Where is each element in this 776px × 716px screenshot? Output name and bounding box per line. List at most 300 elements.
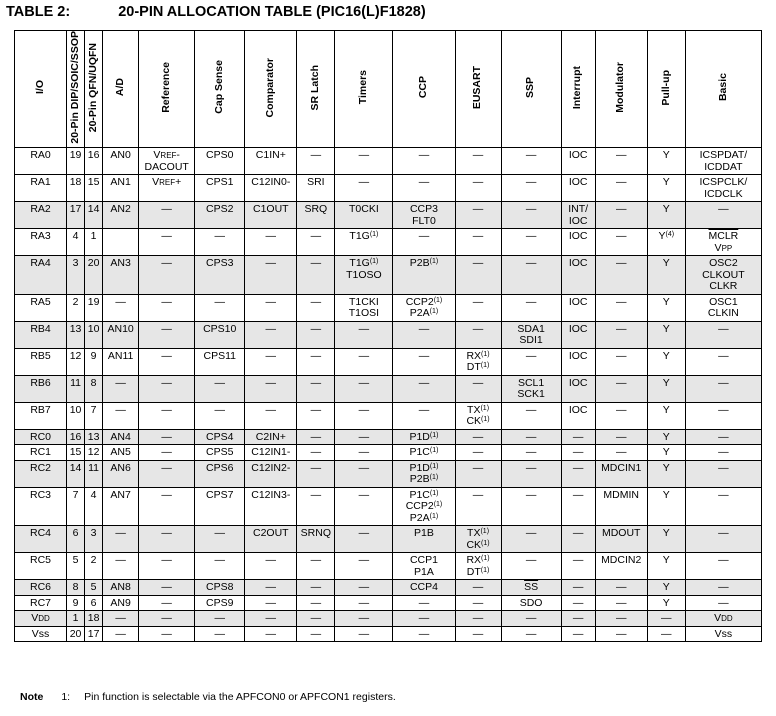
- table-cell: Y: [647, 256, 685, 295]
- table-cell: CPS1: [195, 175, 245, 202]
- table-row: [15, 487, 762, 526]
- column-header: [501, 31, 561, 148]
- table-row: [15, 256, 762, 295]
- column-header-label: Cap Sense: [212, 60, 225, 115]
- table-cell: MDCIN1: [595, 460, 647, 487]
- table-cell: 20: [85, 256, 103, 295]
- table-cell: C2OUT: [245, 526, 297, 553]
- pin-name-cell: RB6: [15, 375, 67, 402]
- column-header-label: Interrupt: [571, 65, 584, 109]
- table-row: [15, 445, 762, 461]
- table-cell: SCL1 SCK1: [501, 375, 561, 402]
- table-cell: 11: [85, 460, 103, 487]
- table-cell: 20: [67, 626, 85, 642]
- table-cell: —: [335, 611, 393, 627]
- table-cell: —: [103, 626, 139, 642]
- table-cell: 14: [85, 202, 103, 229]
- table-cell: 6: [67, 526, 85, 553]
- table-cell: —: [561, 595, 595, 611]
- table-cell: 16: [85, 148, 103, 175]
- table-cell: $P1C^{(1)}$: [393, 445, 455, 461]
- table-cell: —: [103, 611, 139, 627]
- table-row: [15, 626, 762, 642]
- table-cell: —: [335, 321, 393, 348]
- table-cell: —: [245, 348, 297, 375]
- table-cell: —: [685, 553, 761, 580]
- table-cell: —: [595, 626, 647, 642]
- table-cell: TX$^{(1)}$ CK$^{(1)}$: [455, 526, 501, 553]
- table-cell: —: [501, 402, 561, 429]
- table-body: [15, 148, 762, 642]
- column-header-label: Modulator: [614, 61, 627, 113]
- table-cell: 19: [67, 148, 85, 175]
- table-cell: Y: [647, 445, 685, 461]
- table-cell: —: [685, 348, 761, 375]
- table-cell: 13: [67, 321, 85, 348]
- column-header-label: EUSART: [471, 65, 484, 109]
- table-cell: —: [335, 580, 393, 596]
- table-cell: 7: [67, 487, 85, 526]
- table-cell: 13: [85, 429, 103, 445]
- table-row: [15, 526, 762, 553]
- table-cell: —: [685, 429, 761, 445]
- table-cell: AN4: [103, 429, 139, 445]
- table-cell: 10: [67, 402, 85, 429]
- table-cell: 15: [67, 445, 85, 461]
- table-cell: —: [245, 375, 297, 402]
- table-cell: —: [103, 553, 139, 580]
- table-cell: —: [455, 229, 501, 256]
- table-cell: —: [595, 445, 647, 461]
- table-cell: —: [195, 229, 245, 256]
- table-cell: —: [501, 148, 561, 175]
- table-cell: —: [685, 487, 761, 526]
- column-header-label: Comparator: [264, 57, 277, 118]
- table-cell: 5: [85, 580, 103, 596]
- table-cell: —: [393, 148, 455, 175]
- table-cell: 17: [85, 626, 103, 642]
- table-cell: T1CKI T1OSI: [335, 294, 393, 321]
- column-header: [139, 31, 195, 148]
- table-cell: —: [297, 445, 335, 461]
- table-cell: —: [139, 445, 195, 461]
- table-cell: —: [139, 553, 195, 580]
- table-number: TABLE 2:: [6, 4, 71, 20]
- table-cell: 15: [85, 175, 103, 202]
- table-cell: —: [245, 229, 297, 256]
- table-cell: —: [139, 580, 195, 596]
- table-cell: C12IN3-: [245, 487, 297, 526]
- table-cell: —: [139, 321, 195, 348]
- pin-name-cell: RA3: [15, 229, 67, 256]
- table-cell: —: [455, 175, 501, 202]
- table-cell: —: [685, 202, 761, 229]
- table-cell: —: [139, 626, 195, 642]
- table-cell: —: [501, 348, 561, 375]
- table-cell: —: [335, 445, 393, 461]
- table-cell: —: [103, 526, 139, 553]
- table-cell: —: [245, 321, 297, 348]
- table-cell: —: [335, 626, 393, 642]
- table-cell: —: [335, 460, 393, 487]
- table-cell: —: [455, 580, 501, 596]
- table-cell: —: [195, 375, 245, 402]
- table-cell: SRNQ: [297, 526, 335, 553]
- table-cell: —: [297, 460, 335, 487]
- table-cell: AN9: [103, 595, 139, 611]
- table-cell: 7: [85, 402, 103, 429]
- table-cell: —: [595, 175, 647, 202]
- note-number: 1:: [61, 691, 71, 703]
- column-header: [15, 31, 67, 148]
- table-cell: RX$^{(1)}$ DT$^{(1)}$: [455, 348, 501, 375]
- table-cell: IOC: [561, 321, 595, 348]
- table-row: [15, 611, 762, 627]
- pin-name-cell: RA1: [15, 175, 67, 202]
- table-cell: Y: [647, 460, 685, 487]
- pin-name-cell: RA4: [15, 256, 67, 295]
- table-cell: —: [685, 375, 761, 402]
- column-header: [245, 31, 297, 148]
- table-cell: Y: [647, 429, 685, 445]
- table-cell: IOC: [561, 148, 595, 175]
- table-cell: IOC: [561, 256, 595, 295]
- table-cell: C12IN1-: [245, 445, 297, 461]
- pin-name-cell: Vss: [15, 626, 67, 642]
- table-cell: VREF- DACOUT: [139, 148, 195, 175]
- table-row: [15, 321, 762, 348]
- table-cell: 17: [67, 202, 85, 229]
- table-cell: —: [335, 526, 393, 553]
- table-cell: AN3: [103, 256, 139, 295]
- table-cell: —: [393, 626, 455, 642]
- table-cell: —: [561, 611, 595, 627]
- pin-name-cell: RC1: [15, 445, 67, 461]
- table-cell: CPS11: [195, 348, 245, 375]
- table-cell: 4: [85, 487, 103, 526]
- table-cell: —: [501, 611, 561, 627]
- table-cell: C12IN0-: [245, 175, 297, 202]
- table-cell: Y: [647, 526, 685, 553]
- table-cell: —: [595, 402, 647, 429]
- table-cell: —: [501, 526, 561, 553]
- table-cell: 19: [85, 294, 103, 321]
- table-cell: 18: [67, 175, 85, 202]
- table-title: [6, 4, 426, 20]
- column-header: [297, 31, 335, 148]
- pin-name-cell: RC5: [15, 553, 67, 580]
- table-cell: —: [685, 321, 761, 348]
- column-header-label: Basic: [716, 73, 729, 102]
- table-cell: —: [393, 595, 455, 611]
- table-cell: CPS7: [195, 487, 245, 526]
- table-cell: —: [561, 460, 595, 487]
- table-cell: —: [561, 445, 595, 461]
- table-cell: —: [245, 256, 297, 295]
- table-cell: 16: [67, 429, 85, 445]
- table-cell: AN10: [103, 321, 139, 348]
- pin-name-cell: RB4: [15, 321, 67, 348]
- table-cell: —: [595, 321, 647, 348]
- table-cell: —: [455, 294, 501, 321]
- column-header-label: 20-Pin QFN/UQFN: [86, 42, 99, 132]
- table-cell: —: [455, 321, 501, 348]
- table-cell: —: [139, 402, 195, 429]
- table-cell: 4: [67, 229, 85, 256]
- table-cell: —: [139, 526, 195, 553]
- table-cell: —: [297, 375, 335, 402]
- table-cell: —: [139, 611, 195, 627]
- table-cell: 2: [85, 553, 103, 580]
- table-cell: —: [245, 402, 297, 429]
- table-cell: —: [561, 526, 595, 553]
- table-cell: —: [335, 375, 393, 402]
- table-note: [20, 691, 396, 703]
- table-row: [15, 148, 762, 175]
- table-cell: 3: [67, 256, 85, 295]
- column-header-label: SR Latch: [309, 64, 322, 111]
- table-cell: —: [647, 611, 685, 627]
- table-cell: IOC: [561, 175, 595, 202]
- table-cell: OSC1 CLKIN: [685, 294, 761, 321]
- table-cell: Y: [647, 375, 685, 402]
- note-text: Pin function is selectable via the APFCON0 or APFCON1 registers.: [84, 691, 396, 703]
- table-cell: —: [103, 375, 139, 402]
- table-cell: —: [455, 487, 501, 526]
- column-header-label: A/D: [113, 78, 126, 97]
- table-cell: OSC2 CLKOUT CLKR: [685, 256, 761, 295]
- table-cell: P1B: [393, 526, 455, 553]
- table-cell: IOC: [561, 229, 595, 256]
- column-header: [647, 31, 685, 148]
- table-cell: —: [455, 595, 501, 611]
- table-cell: —: [501, 626, 561, 642]
- column-header-label: I/O: [33, 80, 46, 95]
- table-cell: Y: [647, 487, 685, 526]
- table-cell: 5: [67, 553, 85, 580]
- table-cell: $\overline{SS}$: [501, 580, 561, 596]
- table-cell: —: [685, 460, 761, 487]
- table-cell: AN7: [103, 487, 139, 526]
- table-cell: —: [595, 611, 647, 627]
- table-cell: 8: [67, 580, 85, 596]
- column-header: [335, 31, 393, 148]
- table-cell: —: [685, 526, 761, 553]
- table-cell: —: [335, 348, 393, 375]
- table-cell: CPS5: [195, 445, 245, 461]
- table-cell: 10: [85, 321, 103, 348]
- table-cell: —: [245, 611, 297, 627]
- table-row: [15, 229, 762, 256]
- table-cell: $P1D^{(1)}$ $P2B^{(1)}$: [393, 460, 455, 487]
- table-cell: 9: [85, 348, 103, 375]
- table-cell: CCP1 P1A: [393, 553, 455, 580]
- pin-name-cell: RC3: [15, 487, 67, 526]
- table-cell: VDD: [685, 611, 761, 627]
- table-cell: 9: [67, 595, 85, 611]
- table-cell: AN0: [103, 148, 139, 175]
- table-cell: 2: [67, 294, 85, 321]
- table-cell: $P2B^{(1)}$: [393, 256, 455, 295]
- table-cell: MDCIN2: [595, 553, 647, 580]
- table-cell: —: [501, 175, 561, 202]
- table-row: [15, 202, 762, 229]
- table-cell: —: [455, 256, 501, 295]
- table-cell: —: [685, 402, 761, 429]
- table-cell: —: [195, 294, 245, 321]
- table-cell: 1: [67, 611, 85, 627]
- table-cell: CPS10: [195, 321, 245, 348]
- table-cell: AN8: [103, 580, 139, 596]
- table-cell: —: [455, 445, 501, 461]
- table-cell: —: [455, 626, 501, 642]
- table-cell: CPS4: [195, 429, 245, 445]
- table-cell: CPS6: [195, 460, 245, 487]
- table-cell: —: [455, 375, 501, 402]
- table-cell: MDMIN: [595, 487, 647, 526]
- table-cell: CCP4: [393, 580, 455, 596]
- table-cell: Y: [647, 294, 685, 321]
- table-cell: —: [245, 595, 297, 611]
- table-cell: —: [501, 445, 561, 461]
- table-cell: —: [561, 429, 595, 445]
- table-cell: —: [297, 256, 335, 295]
- table-cell: MDOUT: [595, 526, 647, 553]
- table-cell: AN6: [103, 460, 139, 487]
- table-cell: —: [595, 429, 647, 445]
- table-cell: —: [595, 294, 647, 321]
- pin-name-cell: VDD: [15, 611, 67, 627]
- column-header-label: SSP: [524, 76, 537, 98]
- table-cell: —: [245, 553, 297, 580]
- table-row: [15, 580, 762, 596]
- column-header: [455, 31, 501, 148]
- table-cell: AN2: [103, 202, 139, 229]
- pin-name-cell: RC7: [15, 595, 67, 611]
- note-label: Note: [20, 691, 44, 703]
- table-cell: VREF+: [139, 175, 195, 202]
- table-cell: AN1: [103, 175, 139, 202]
- table-cell: —: [139, 294, 195, 321]
- table-cell: —: [139, 202, 195, 229]
- table-cell: —: [297, 429, 335, 445]
- table-cell: —: [647, 626, 685, 642]
- table-cell: —: [335, 148, 393, 175]
- column-header-label: 20-Pin DIP/SOIC/SSOP: [68, 31, 81, 144]
- table-row: [15, 402, 762, 429]
- table-cell: Y: [647, 175, 685, 202]
- table-cell: —: [139, 595, 195, 611]
- table-cell: IOC: [561, 402, 595, 429]
- header-row: [15, 31, 762, 148]
- table-row: [15, 595, 762, 611]
- table-cell: SDO: [501, 595, 561, 611]
- table-cell: CPS3: [195, 256, 245, 295]
- table-cell: —: [297, 611, 335, 627]
- pin-name-cell: RC6: [15, 580, 67, 596]
- column-header: [103, 31, 139, 148]
- column-header-label: CCP: [417, 76, 430, 99]
- table-cell: —: [139, 256, 195, 295]
- table-cell: —: [297, 229, 335, 256]
- table-cell: —: [501, 460, 561, 487]
- table-cell: —: [393, 175, 455, 202]
- table-cell: T0CKI: [335, 202, 393, 229]
- table-cell: —: [335, 429, 393, 445]
- table-row: [15, 348, 762, 375]
- table-cell: —: [139, 460, 195, 487]
- table-cell: —: [685, 595, 761, 611]
- table-cell: —: [245, 626, 297, 642]
- table-row: [15, 175, 762, 202]
- table-cell: —: [139, 375, 195, 402]
- column-header-label: Reference: [159, 61, 172, 113]
- table-cell: —: [501, 294, 561, 321]
- table-row: [15, 553, 762, 580]
- table-cell: —: [393, 611, 455, 627]
- table-cell: —: [685, 580, 761, 596]
- table-cell: —: [103, 294, 139, 321]
- pin-name-cell: RA0: [15, 148, 67, 175]
- table-cell: —: [501, 429, 561, 445]
- table-cell: —: [455, 460, 501, 487]
- table-cell: TX$^{(1)}$ CK$^{(1)}$: [455, 402, 501, 429]
- table-cell: —: [139, 229, 195, 256]
- table-cell: Y: [647, 148, 685, 175]
- table-cell: —: [595, 202, 647, 229]
- table-row: [15, 294, 762, 321]
- table-cell: —: [595, 375, 647, 402]
- table-cell: —: [501, 256, 561, 295]
- table-cell: $T1G^{(1)}$: [335, 229, 393, 256]
- table-cell: CPS8: [195, 580, 245, 596]
- table-cell: —: [595, 348, 647, 375]
- table-cell: —: [103, 402, 139, 429]
- table-cell: —: [685, 445, 761, 461]
- table-cell: —: [455, 611, 501, 627]
- table-cell: —: [297, 580, 335, 596]
- table-cell: —: [139, 348, 195, 375]
- table-cell: —: [501, 229, 561, 256]
- table-cell: —: [595, 595, 647, 611]
- column-header: [561, 31, 595, 148]
- table-cell: Y: [647, 348, 685, 375]
- table-cell: INT/ IOC: [561, 202, 595, 229]
- pin-name-cell: RC0: [15, 429, 67, 445]
- table-cell: —: [297, 148, 335, 175]
- table-cell: —: [393, 375, 455, 402]
- table-cell: —: [297, 402, 335, 429]
- table-cell: —: [245, 580, 297, 596]
- table-cell: $P1C^{(1)}$ CCP2$^{(1)}$ $P2A^{(1)}$: [393, 487, 455, 526]
- table-cell: IOC: [561, 348, 595, 375]
- table-cell: C1IN+: [245, 148, 297, 175]
- table-cell: CPS2: [195, 202, 245, 229]
- table-cell: 6: [85, 595, 103, 611]
- table-cell: Y: [647, 402, 685, 429]
- table-cell: 11: [67, 375, 85, 402]
- table-cell: C2IN+: [245, 429, 297, 445]
- table-cell: MCLR VPP: [685, 229, 761, 256]
- table-cell: Y: [647, 553, 685, 580]
- table-cell: Y: [647, 321, 685, 348]
- table-cell: —: [335, 553, 393, 580]
- pin-name-cell: RC4: [15, 526, 67, 553]
- table-cell: —: [501, 553, 561, 580]
- table-cell: 18: [85, 611, 103, 627]
- table-cell: 12: [67, 348, 85, 375]
- table-cell: —: [335, 487, 393, 526]
